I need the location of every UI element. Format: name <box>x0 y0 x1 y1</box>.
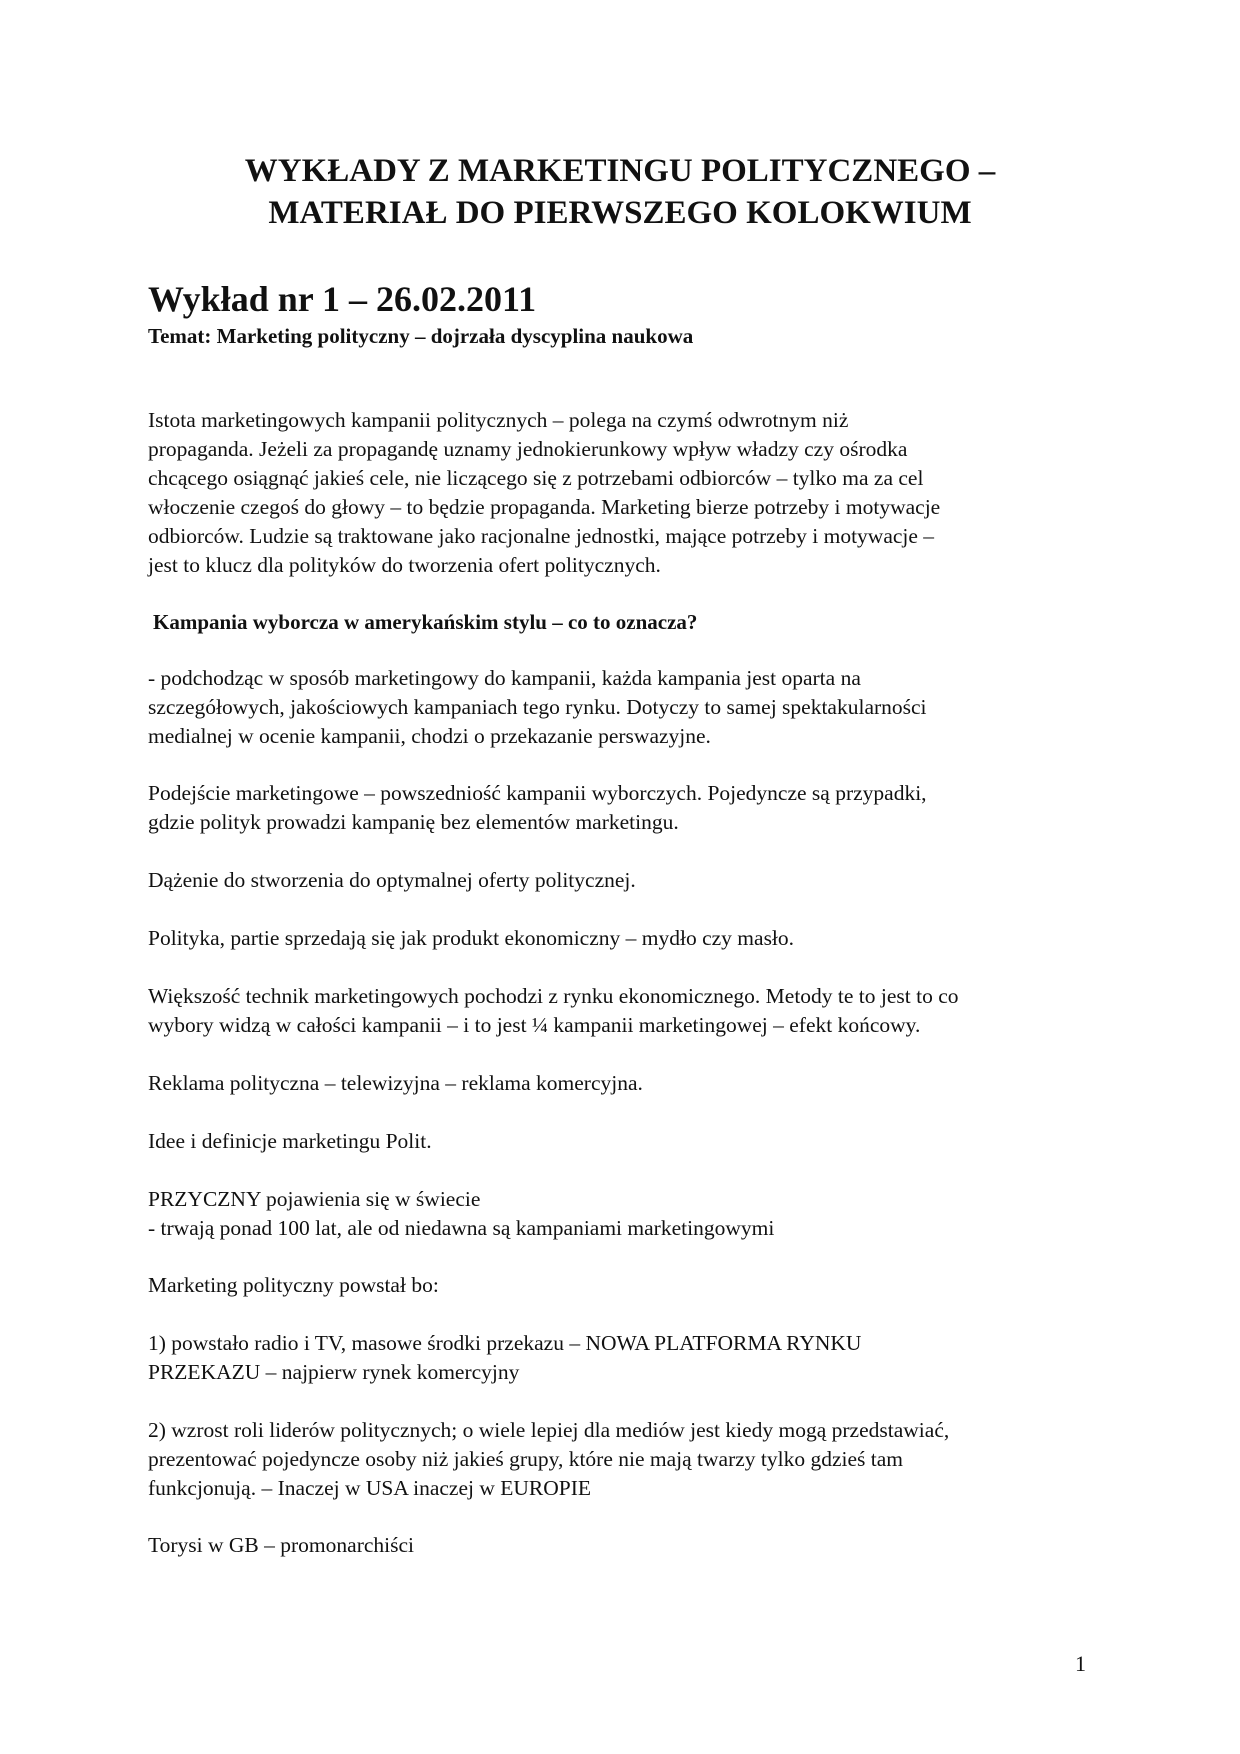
document-title <box>130 150 1110 234</box>
paragraph-2: Podejście marketingowe – powszedniość kampanii wyborczych. Pojedyncze są przypadki, gdzie polityk prowadzi kampanię bez elementów marketingu. <box>148 781 927 834</box>
paragraph-9: Marketing polityczny powstał bo: <box>148 1273 439 1297</box>
paragraph-12: Torysi w GB – promonarchiści <box>148 1533 415 1557</box>
paragraph-5: Większość technik marketingowych pochodzi z rynku ekonomicznego. Metody te to jest to co wybory widzą w całości kampanii – i to jest ¼ kampanii marketingowej – efekt końcowy. <box>148 984 959 1037</box>
title-line-1: WYKŁADY Z MARKETINGU POLITYCZNEGO – <box>244 153 996 189</box>
paragraph-11: 2) wzrost roli liderów politycznych; o wiele lepiej dla mediów jest kiedy mogą przedstawiać, prezentować pojedyncze osoby niż jakieś grupy, które nie mają twarzy tylko gdzieś tam funkcjonują. – Inaczej w USA inaczej w EUROPIE <box>148 1418 950 1500</box>
paragraph-4: Polityka, partie sprzedają się jak produkt ekonomiczny – mydło czy masło. <box>148 926 795 950</box>
lecture-heading: Wykład nr 1 – 26.02.2011 <box>148 279 537 319</box>
paragraph-7: Idee i definicje marketingu Polit. <box>148 1129 432 1153</box>
paragraph-3: Dążenie do stworzenia do optymalnej oferty politycznej. <box>148 868 636 892</box>
lecture-topic: Temat: Marketing polityczny – dojrzała dyscyplina naukowa <box>148 324 694 348</box>
paragraph-8: PRZYCZNY pojawienia się w świecie - trwają ponad 100 lat, ale od niedawna są kampaniami marketingowymi <box>148 1187 775 1240</box>
paragraph-10: 1) powstało radio i TV, masowe środki przekazu – NOWA PLATFORMA RYNKU PRZEKAZU – najpierw rynek komercyjny <box>148 1331 862 1384</box>
paragraph-1: - podchodząc w sposób marketingowy do kampanii, każda kampania jest oparta na szczegółowych, jakościowych kampaniach tego rynku. Dotyczy to samej spektakularności medialnej w ocenie kampanii, chodzi o przekazanie perswazyjne. <box>148 666 927 748</box>
intro-paragraph: Istota marketingowych kampanii politycznych – polega na czymś odwrotnym niż propaganda. Jeżeli za propagandę uznamy jednokierunkowy wpływ władzy czy ośrodka chcącego osiągnąć jakieś cele, nie liczącego się z potrzebami odbiorców – tylko ma za cel włoczenie czegoś do głowy – to będzie propaganda. Marketing bierze potrzeby i motywacje odbiorców. Ludzie są traktowane jako racjonalne jednostki, mające potrzeby i motywacje – jest to klucz dla polityków do tworzenia ofert politycznych. <box>148 408 941 577</box>
paragraph-6: Reklama polityczna – telewizyjna – reklama komercyjna. <box>148 1071 643 1095</box>
page-number: 1 <box>1075 1651 1086 1676</box>
section-subheading: Kampania wyborcza w amerykańskim stylu – co to oznacza? <box>153 610 698 634</box>
title-line-2: MATERIAŁ DO PIERWSZEGO KOLOKWIUM <box>268 195 972 231</box>
